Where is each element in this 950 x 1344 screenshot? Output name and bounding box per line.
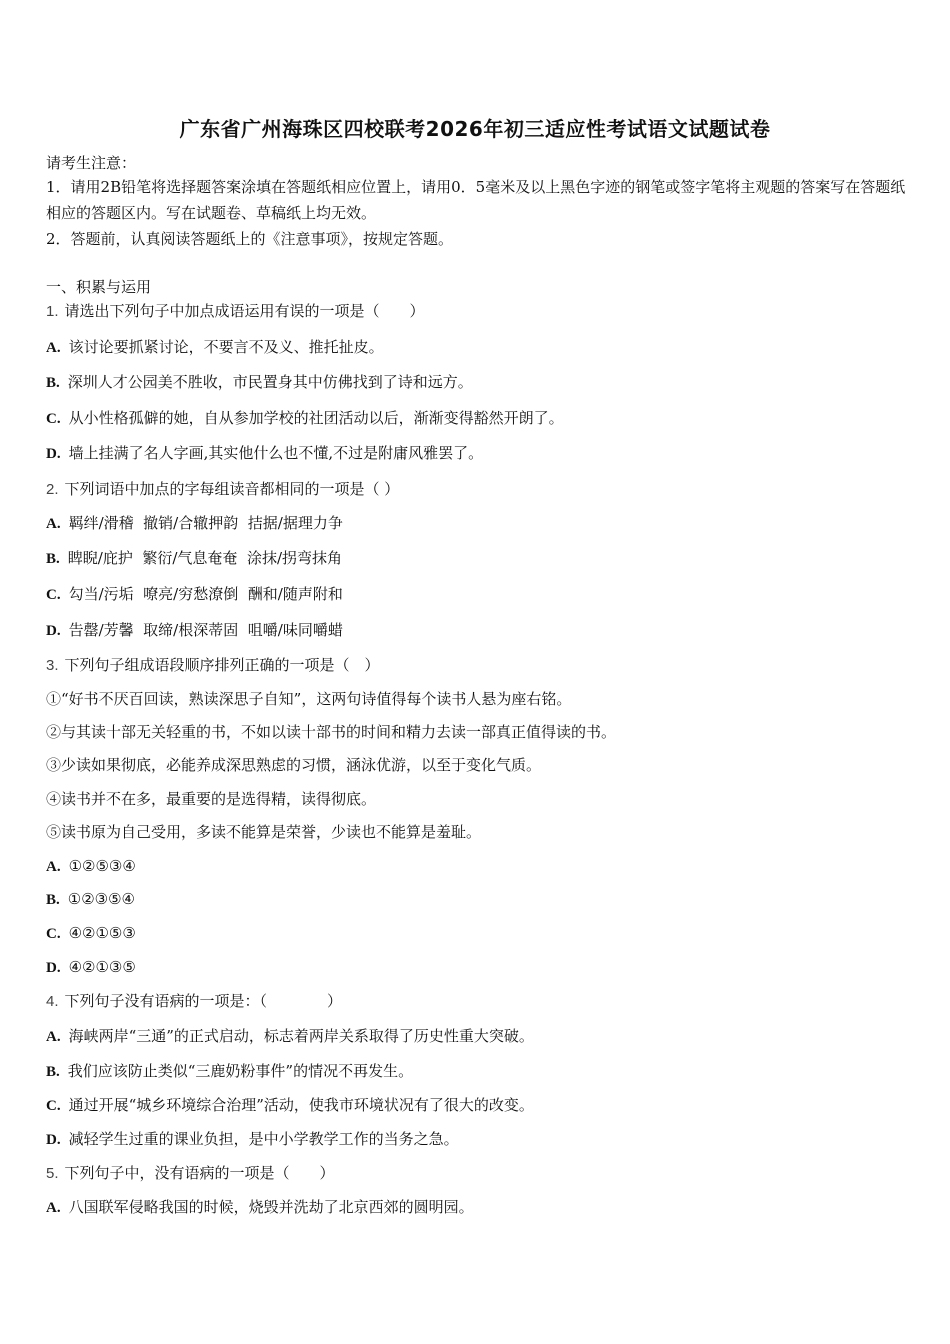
option	[46, 1094, 906, 1117]
option-label: A.	[46, 1029, 61, 1045]
option	[46, 855, 906, 878]
option	[46, 888, 906, 911]
option-text: ④②①③⑤	[68, 958, 136, 976]
option	[46, 442, 906, 465]
option-text: 通过开展“城乡环境综合治理”活动，使我市环境状况有了很大的改变。	[68, 1096, 534, 1114]
notice-heading: 请考生注意：	[46, 154, 137, 172]
option	[46, 547, 906, 570]
option-label: C.	[46, 587, 61, 603]
option-label: D.	[46, 623, 61, 639]
option	[46, 407, 906, 430]
option	[46, 1196, 906, 1219]
notice-item: 1．请用2B铅笔将选择题答案涂填在答题纸相应位置上，请用0．5毫米及以上黑色字迹的钢笔或签字笔将主观题的答案写在答题纸相应的答题区内。写在试题卷、草稿纸上均无效。	[46, 178, 906, 222]
option	[46, 1060, 906, 1083]
question-text: 请选出下列句子中加点成语运用有误的一项是（ ）	[64, 302, 425, 320]
option-label: A.	[46, 1200, 61, 1216]
option-text: 告罄/芳馨 取缔/根深蒂固 咀嚼/味同嚼蜡	[68, 621, 343, 639]
option	[46, 922, 906, 945]
question-number: 4.	[46, 993, 59, 1010]
option	[46, 619, 906, 642]
question-text: 下列句子中，没有语病的一项是（ ）	[64, 1164, 335, 1182]
page-title: 广东省广州海珠区四校联考2026年初三适应性考试语文试题试卷	[179, 117, 771, 141]
option-text: 羁绊/滑稽 撤销/合辙押韵 拮据/据理力争	[68, 514, 343, 532]
option-text: 八国联军侵略我国的时候，烧毁并洗劫了北京西郊的圆明园。	[68, 1198, 474, 1216]
question-stem	[46, 478, 906, 501]
notice-items	[46, 174, 906, 252]
question-stem	[46, 990, 906, 1013]
option-label: D.	[46, 1132, 61, 1148]
question-stem	[46, 1162, 906, 1185]
question-number: 2.	[46, 481, 59, 498]
sentence: ②与其读十部无关轻重的书，不如以读十部书的时间和精力去读一部真正值得读的书。	[46, 723, 617, 741]
sentence: ④读书并不在多，最重要的是选得精，读得彻底。	[46, 790, 377, 808]
option-text: 海峡两岸“三通”的正式启动，标志着两岸关系取得了历史性重大突破。	[68, 1027, 534, 1045]
option	[46, 956, 906, 979]
option-label: A.	[46, 859, 61, 875]
option	[46, 336, 906, 359]
option-text: 从小性格孤僻的她，自从参加学校的社团活动以后，渐渐变得豁然开朗了。	[68, 409, 564, 427]
option-label: C.	[46, 1098, 61, 1114]
option-text: 勾当/污垢 嘹亮/穷愁潦倒 酬和/随声附和	[68, 585, 343, 603]
option	[46, 583, 906, 606]
option-label: B.	[46, 1064, 60, 1080]
option	[46, 512, 906, 535]
option-label: D.	[46, 960, 61, 976]
sentence: ①“好书不厌百回读，熟读深思子自知”，这两句诗值得每个读书人悬为座右铭。	[46, 690, 572, 708]
option-label: A.	[46, 340, 61, 356]
question-text: 下列词语中加点的字每组读音都相同的一项是（ ）	[64, 480, 400, 498]
option-text: 睥睨/庇护 繁衍/气息奄奄 涂抹/拐弯抹角	[67, 549, 343, 567]
option-label: B.	[46, 892, 60, 908]
option-text: 我们应该防止类似“三鹿奶粉事件”的情况不再发生。	[67, 1062, 414, 1080]
question-number: 3.	[46, 657, 59, 674]
option-text: ①②⑤③④	[68, 857, 136, 875]
option-label: B.	[46, 375, 60, 391]
option-label: B.	[46, 551, 60, 567]
option-text: 深圳人才公园美不胜收，市民置身其中仿佛找到了诗和远方。	[67, 373, 473, 391]
question-stem	[46, 654, 906, 677]
option-text: 墙上挂满了名人字画,其实他什么也不懂,不过是附庸风雅罢了。	[68, 444, 484, 462]
section-heading: 一、积累与运用	[46, 278, 152, 296]
question-text: 下列句子组成语段顺序排列正确的一项是（ ）	[64, 656, 380, 674]
option	[46, 1128, 906, 1151]
question-stem	[46, 300, 906, 323]
question-number: 5.	[46, 1165, 59, 1182]
sentence: ③少读如果彻底，必能养成深思熟虑的习惯，涵泳优游，以至于变化气质。	[46, 756, 542, 774]
option-label: A.	[46, 516, 61, 532]
option-text: 该讨论要抓紧讨论，不要言不及义、推托扯皮。	[68, 338, 384, 356]
question-number: 1.	[46, 303, 59, 320]
notice-item: 2．答题前，认真阅读答题纸上的《注意事项》，按规定答题。	[46, 230, 454, 248]
option-text: ①②③⑤④	[67, 890, 136, 908]
question-text: 下列句子没有语病的一项是：（ ）	[64, 992, 343, 1010]
option-label: C.	[46, 411, 61, 427]
option-text: 减轻学生过重的课业负担，是中小学教学工作的当务之急。	[68, 1130, 459, 1148]
option	[46, 371, 906, 394]
option-text: ④②①⑤③	[68, 924, 136, 942]
sentence: ⑤读书原为自己受用，多读不能算是荣誉，少读也不能算是羞耻。	[46, 823, 482, 841]
option-label: C.	[46, 926, 61, 942]
option	[46, 1025, 906, 1048]
option-label: D.	[46, 446, 61, 462]
